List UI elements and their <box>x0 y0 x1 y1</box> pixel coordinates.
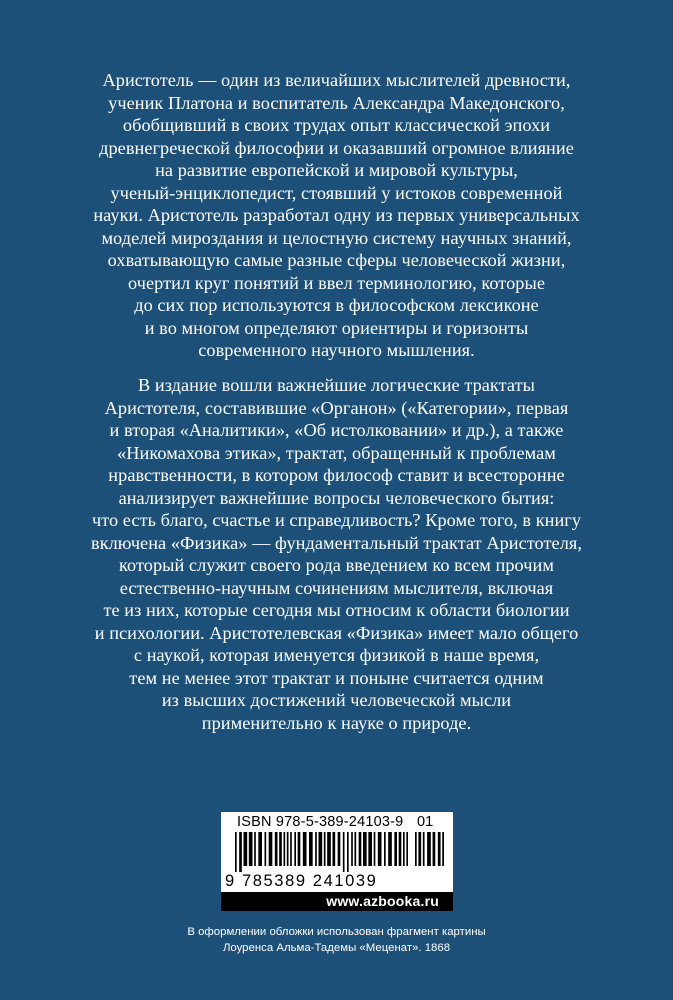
barcode-bar <box>374 832 376 866</box>
barcode-bar <box>269 832 273 866</box>
text-line: который служит своего рода введением ко всем прочим <box>119 555 554 575</box>
barcode-bar <box>239 832 242 872</box>
text-line: и во многом определяют ориентиры и горизонты <box>144 317 529 338</box>
text-line: нравственности, в котором философ ставит и всесторонне <box>108 465 565 485</box>
text-line: моделей мироздания и целостную систему научных знаний, <box>101 227 572 248</box>
barcode-bar <box>406 832 408 866</box>
barcode-bar <box>338 832 341 866</box>
barcode-bar <box>368 832 372 866</box>
barcode-bar <box>275 832 278 866</box>
credit-line-2: Лоуренса Альма-Тадемы «Меценат». 1868 <box>222 941 451 954</box>
description-paragraph-2 <box>40 374 633 734</box>
barcode-bar <box>384 832 386 866</box>
barcode-bar <box>315 832 317 866</box>
text-line: науки. Аристотель разработал одну из первых универсальных <box>93 205 580 225</box>
barcode-bar <box>258 832 262 866</box>
text-line: очертил круг понятий и ввел терминологию, которые <box>128 272 545 293</box>
barcode-bar <box>378 832 382 866</box>
barcode-bar <box>327 832 331 866</box>
text-line: те из них, которые сегодня мы относим к области биологии <box>103 600 570 620</box>
text-line: анализирует важнейшие вопросы человеческого бытия: <box>118 487 555 508</box>
text-line: современного научного мышления. <box>198 340 475 360</box>
text-line: включена «Физика» — фундаментальный трактат Аристотеля, <box>91 532 582 553</box>
barcode-bar <box>388 832 392 866</box>
barcode-addon-bars <box>415 832 445 872</box>
barcode-bar <box>265 832 267 866</box>
barcode-bar <box>319 832 323 866</box>
barcode-bar <box>399 832 402 866</box>
text-line: что есть благо, счастье и справедливость? Кроме того, в книгу <box>91 510 582 530</box>
cover-art-credit <box>100 925 573 956</box>
barcode-bar <box>347 832 349 872</box>
barcode-bar <box>415 832 417 866</box>
text-line: тем не менее этот трактат и поныне считается одним <box>129 667 544 688</box>
barcode-bar <box>359 832 362 866</box>
barcode-bar <box>298 832 301 866</box>
text-line: применительно к науке о природе. <box>201 712 472 733</box>
credit-line-1: В оформлении обложки использован фрагмент картины <box>187 926 486 938</box>
text-line: «Никомахова этика», трактат, обращенный к проблемам <box>117 442 556 463</box>
barcode-bar <box>343 832 345 872</box>
barcode-bar <box>290 832 292 866</box>
barcode-bar <box>287 832 289 866</box>
barcode-bar <box>244 832 248 866</box>
barcode-digits: 9 785389 241039 <box>225 872 378 890</box>
text-line: древнегреческой философии и оказавший огромное влияние <box>99 137 574 158</box>
barcode-bar <box>303 832 307 866</box>
barcode-bar <box>249 832 253 866</box>
text-line: с наукой, которая именуется физикой в наше время, <box>133 645 540 665</box>
text-line: и психологии. Аристотелевская «Физика» имеет мало общего <box>94 622 579 643</box>
barcode-bar <box>403 832 405 866</box>
description-paragraph-1 <box>40 69 633 362</box>
barcode-bar <box>394 832 397 866</box>
text-line: охватывающую самые разные сферы человеческой жизни, <box>107 250 566 270</box>
barcode-bar <box>284 832 286 866</box>
text-line: ученик Платона и воспитатель Александра Македонского, <box>108 92 565 113</box>
barcode-bar <box>324 832 326 866</box>
publisher-url: www.azbooka.ru <box>221 892 453 911</box>
barcode-bar <box>355 832 357 866</box>
text-line: ученый-энциклопедист, стоявший у истоков современной <box>110 182 563 203</box>
text-line: В издание вошли важнейшие логические трактаты <box>138 375 535 395</box>
text-line: обобщивший в своих трудах опыт классической эпохи <box>122 115 551 135</box>
barcode-bar <box>438 832 441 866</box>
barcode-bar <box>442 832 444 866</box>
barcode-bar <box>423 832 425 866</box>
text-line: естественно-научным сочинениям мыслителя, включая <box>119 577 554 598</box>
text-line: и вторая «Аналитики», «Об истолковании» и др.), а также <box>109 420 564 440</box>
text-line: Аристотель — один из величайших мыслителей древности, <box>102 70 571 90</box>
barcode-bar <box>351 832 353 866</box>
barcode-bar <box>254 832 256 866</box>
barcode-bar <box>279 832 282 866</box>
isbn-label: ISBN 978-5-389-24103-9 <box>237 814 404 830</box>
barcode-bars <box>235 832 411 872</box>
barcode-bar <box>433 832 436 866</box>
barcode-bar <box>235 832 237 872</box>
barcode-bar <box>418 832 421 866</box>
text-line: из высших достижений человеческой мысли <box>161 690 512 710</box>
isbn-barcode <box>221 812 453 911</box>
barcode-bar <box>333 832 336 866</box>
text-line: до сих пор используются в философском лексиконе <box>134 295 539 315</box>
barcode-bar <box>309 832 313 866</box>
text-line: на развитие европейской и мировой культуры, <box>155 160 518 180</box>
barcode-bar <box>427 832 431 866</box>
barcode-bar <box>363 832 367 866</box>
text-line: Аристотеля, составившие «Органон» («Категории», первая <box>104 397 569 418</box>
barcode-bar <box>294 832 296 866</box>
barcode-addon-digits: 01 <box>417 814 434 830</box>
